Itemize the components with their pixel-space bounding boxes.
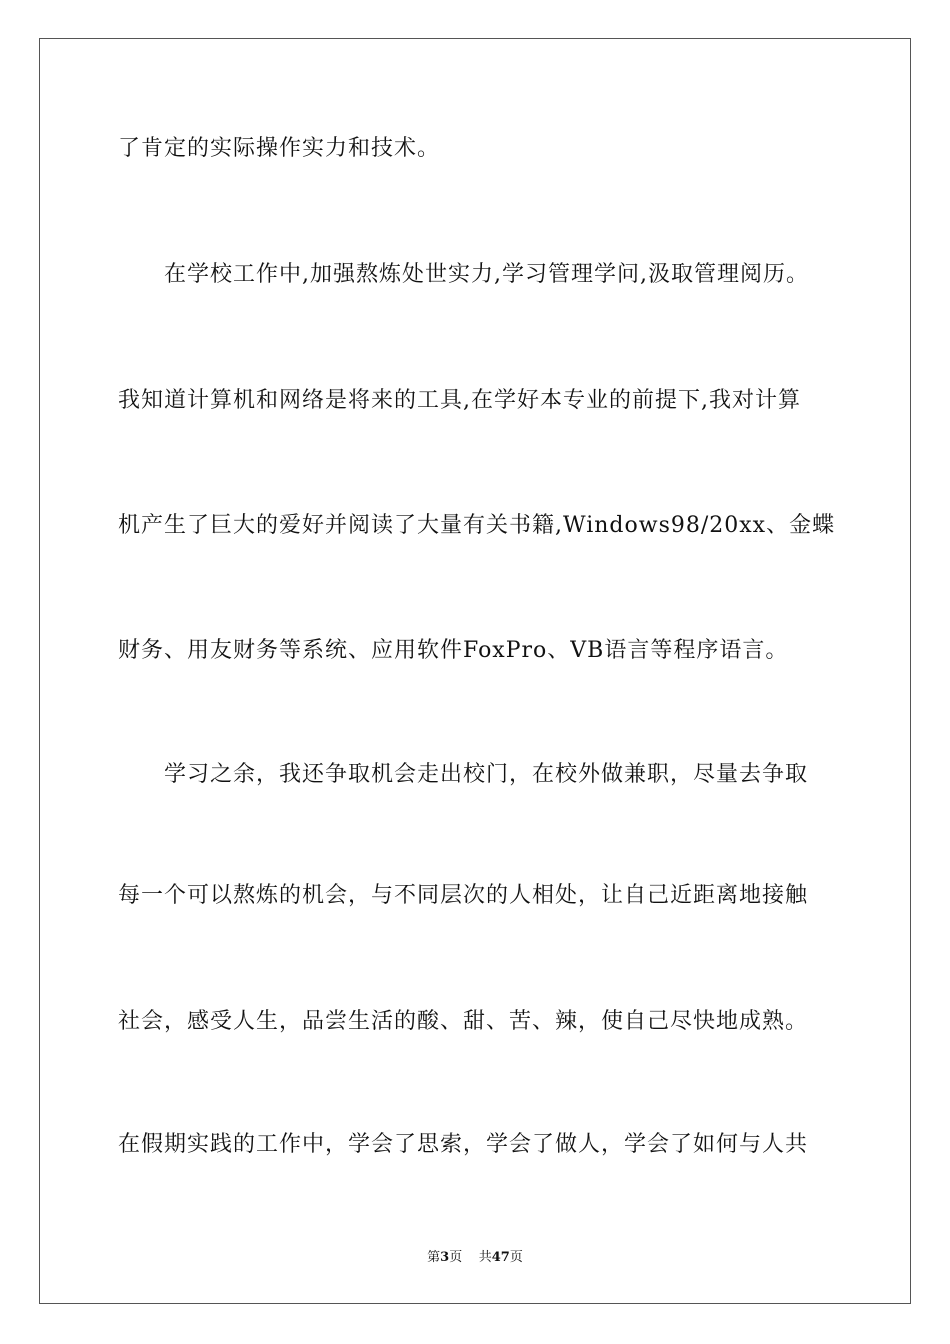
- text-line-5: 财务、用友财务等系统、应用软件FoxPro、VB语言等程序语言。: [118, 638, 789, 663]
- text-line-1: 了肯定的实际操作实力和技术。: [118, 136, 441, 161]
- text-line-4: 机产生了巨大的爱好并阅读了大量有关书籍,Windows98/20xx、金蝶: [118, 513, 836, 538]
- text-line-2: 在学校工作中,加强熬炼处世实力,学习管理学问,汲取管理阅历。: [164, 262, 809, 287]
- total-pages: 47: [491, 1250, 510, 1265]
- total-prefix: 共: [478, 1250, 492, 1265]
- text-line-9: 在假期实践的工作中，学会了思索，学会了做人，学会了如何与人共: [118, 1132, 809, 1157]
- text-line-6: 学习之余，我还争取机会走出校门，在校外做兼职，尽量去争取: [164, 762, 809, 787]
- page-suffix: 页: [449, 1250, 463, 1265]
- page-number: 3: [440, 1250, 450, 1265]
- page-footer: [0, 1250, 950, 1266]
- total-suffix: 页: [509, 1250, 523, 1265]
- text-line-7: 每一个可以熬炼的机会，与不同层次的人相处，让自己近距离地接触: [118, 883, 809, 908]
- text-line-8: 社会，感受人生，品尝生活的酸、甜、苦、辣，使自己尽快地成熟。: [118, 1009, 809, 1034]
- page-border: [39, 38, 911, 1304]
- page-prefix: 第: [427, 1250, 441, 1265]
- text-line-3: 我知道计算机和网络是将来的工具,在学好本专业的前提下,我对计算: [118, 388, 801, 413]
